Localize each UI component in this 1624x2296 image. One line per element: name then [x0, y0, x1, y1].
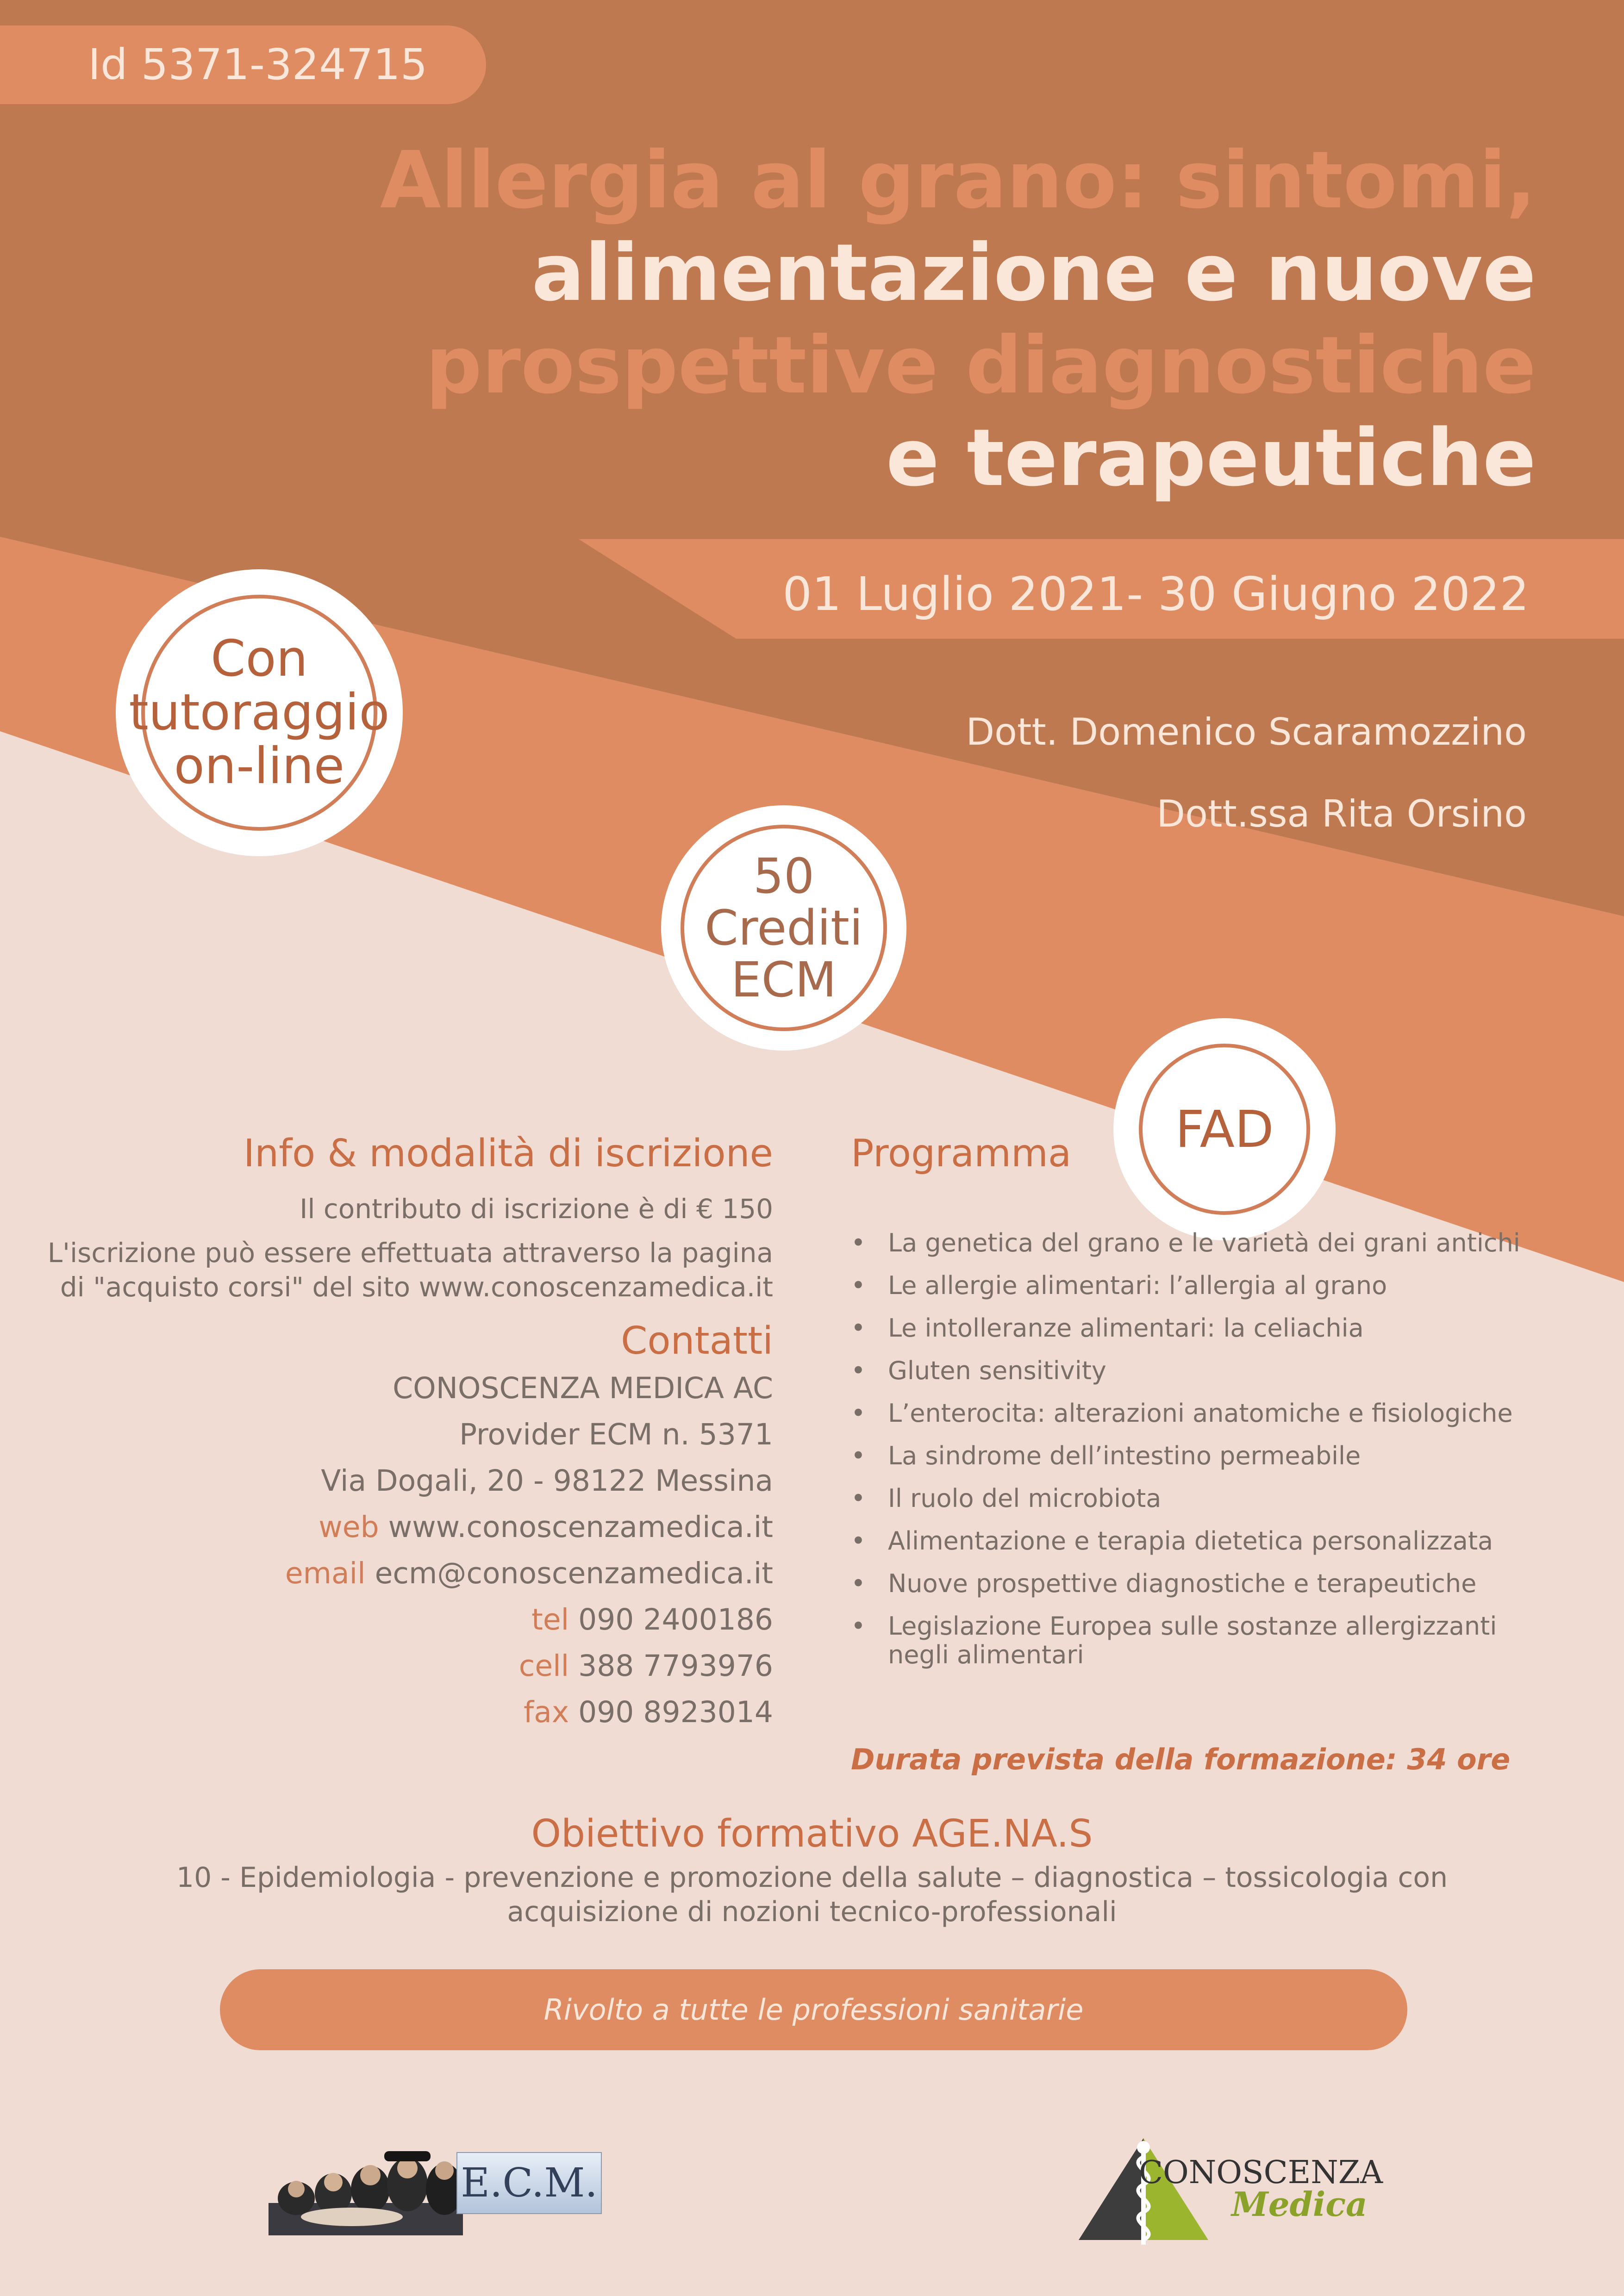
credits-badge-number: 50	[753, 848, 815, 904]
web-label: web	[319, 1510, 379, 1544]
course-id-badge: Id 5371-324715	[0, 25, 486, 104]
registration-line-2: di "acquisto corsi" del sito www.conoscenzamedica.it	[60, 1271, 773, 1303]
tutoring-badge	[116, 569, 403, 856]
tutoring-badge-line-1: Con	[211, 630, 308, 688]
program-item: • L’enterocita: alterazioni anatomiche e fisiologiche	[851, 1399, 1536, 1428]
fax-number: 090 8923014	[578, 1695, 773, 1729]
cell-label: cell	[518, 1649, 569, 1683]
credits-badge-line-2: Crediti	[705, 900, 863, 956]
program-item: • Alimentazione e terapia dietetica personalizzata	[851, 1527, 1536, 1556]
contact-provider: Provider ECM n. 5371	[459, 1418, 773, 1451]
objective-title: Obiettivo formativo AGE.NA.S	[531, 1812, 1093, 1856]
anatomy-lesson-icon	[269, 2143, 463, 2235]
fee-text: Il contributo di iscrizione è di € 150	[300, 1193, 773, 1225]
title-line-4: e terapeutiche	[886, 412, 1536, 504]
contacts-list	[285, 1365, 773, 1736]
medica-logo-text: Medica	[1231, 2184, 1368, 2224]
conoscenza-logo-text: CONOSCENZA	[1139, 2154, 1383, 2191]
program-item: • La sindrome dell’intestino permeabile	[851, 1442, 1536, 1470]
credits-badge-line-3: ECM	[731, 952, 837, 1008]
ecm-logo	[269, 2143, 602, 2235]
tel-label: tel	[531, 1603, 569, 1636]
contact-org: CONOSCENZA MEDICA AC	[393, 1371, 773, 1405]
contacts-title: Contatti	[621, 1319, 773, 1363]
tutoring-badge-line-2: tutoraggio	[129, 684, 390, 741]
title-line-3: prospettive diagnostiche	[425, 320, 1536, 411]
fad-badge	[1113, 1018, 1336, 1240]
program-list	[851, 1229, 1536, 1683]
tutoring-badge-line-3: on-line	[174, 737, 345, 795]
program-item: • Nuove prospettive diagnostiche e terapeutiche	[851, 1569, 1536, 1598]
registration-line-1: L'iscrizione può essere effettuata attraverso la pagina	[47, 1237, 773, 1269]
tel-number: 090 2400186	[578, 1603, 773, 1636]
course-dates: 01 Luglio 2021- 30 Giugno 2022	[782, 567, 1529, 621]
contact-web	[285, 1504, 773, 1550]
credits-badge	[661, 805, 906, 1051]
fad-badge-label: FAD	[1175, 1100, 1274, 1159]
info-title: Info & modalità di iscrizione	[243, 1132, 773, 1176]
contact-email	[285, 1550, 773, 1597]
ecm-label: E.C.M.	[456, 2152, 602, 2214]
contact-fax	[285, 1689, 773, 1736]
speaker-2: Dott.ssa Rita Orsino	[1156, 792, 1527, 835]
program-item: • Il ruolo del microbiota	[851, 1484, 1536, 1513]
email-label: email	[285, 1556, 366, 1590]
program-item: • Legislazione Europea sulle sostanze allergizzanti negli alimentari	[851, 1612, 1536, 1669]
fax-label: fax	[524, 1695, 569, 1729]
objective-text: 10 - Epidemiologia - prevenzione e promozione della salute – diagnostica – tossicologia con acquisizione di nozioni tecnico-professionali	[176, 1861, 1448, 1928]
title-line-1: Allergia al grano: sintomi,	[380, 135, 1536, 226]
program-title: Programma	[851, 1132, 1072, 1176]
program-item: • Le allergie alimentari: l’allergia al grano	[851, 1271, 1536, 1300]
contact-tel	[285, 1597, 773, 1643]
title-line-2: alimentazione e nuove	[531, 227, 1536, 319]
program-item: • Gluten sensitivity	[851, 1356, 1536, 1385]
contact-cell	[285, 1643, 773, 1689]
web-link[interactable]: www.conoscenzamedica.it	[388, 1510, 773, 1544]
contact-address: Via Dogali, 20 - 98122 Messina	[321, 1464, 773, 1498]
cell-number: 388 7793976	[578, 1649, 773, 1683]
email-link[interactable]: ecm@conoscenzamedica.it	[375, 1556, 773, 1590]
duration-note: Durata prevista della formazione: 34 ore	[851, 1742, 1511, 1776]
course-title	[380, 134, 1536, 504]
speaker-1: Dott. Domenico Scaramozzino	[966, 710, 1527, 753]
program-item: • Le intolleranze alimentari: la celiachia	[851, 1314, 1536, 1343]
audience-banner: Rivolto a tutte le professioni sanitarie	[220, 1969, 1407, 2050]
program-item: • La genetica del grano e le varietà dei grani antichi	[851, 1229, 1536, 1257]
